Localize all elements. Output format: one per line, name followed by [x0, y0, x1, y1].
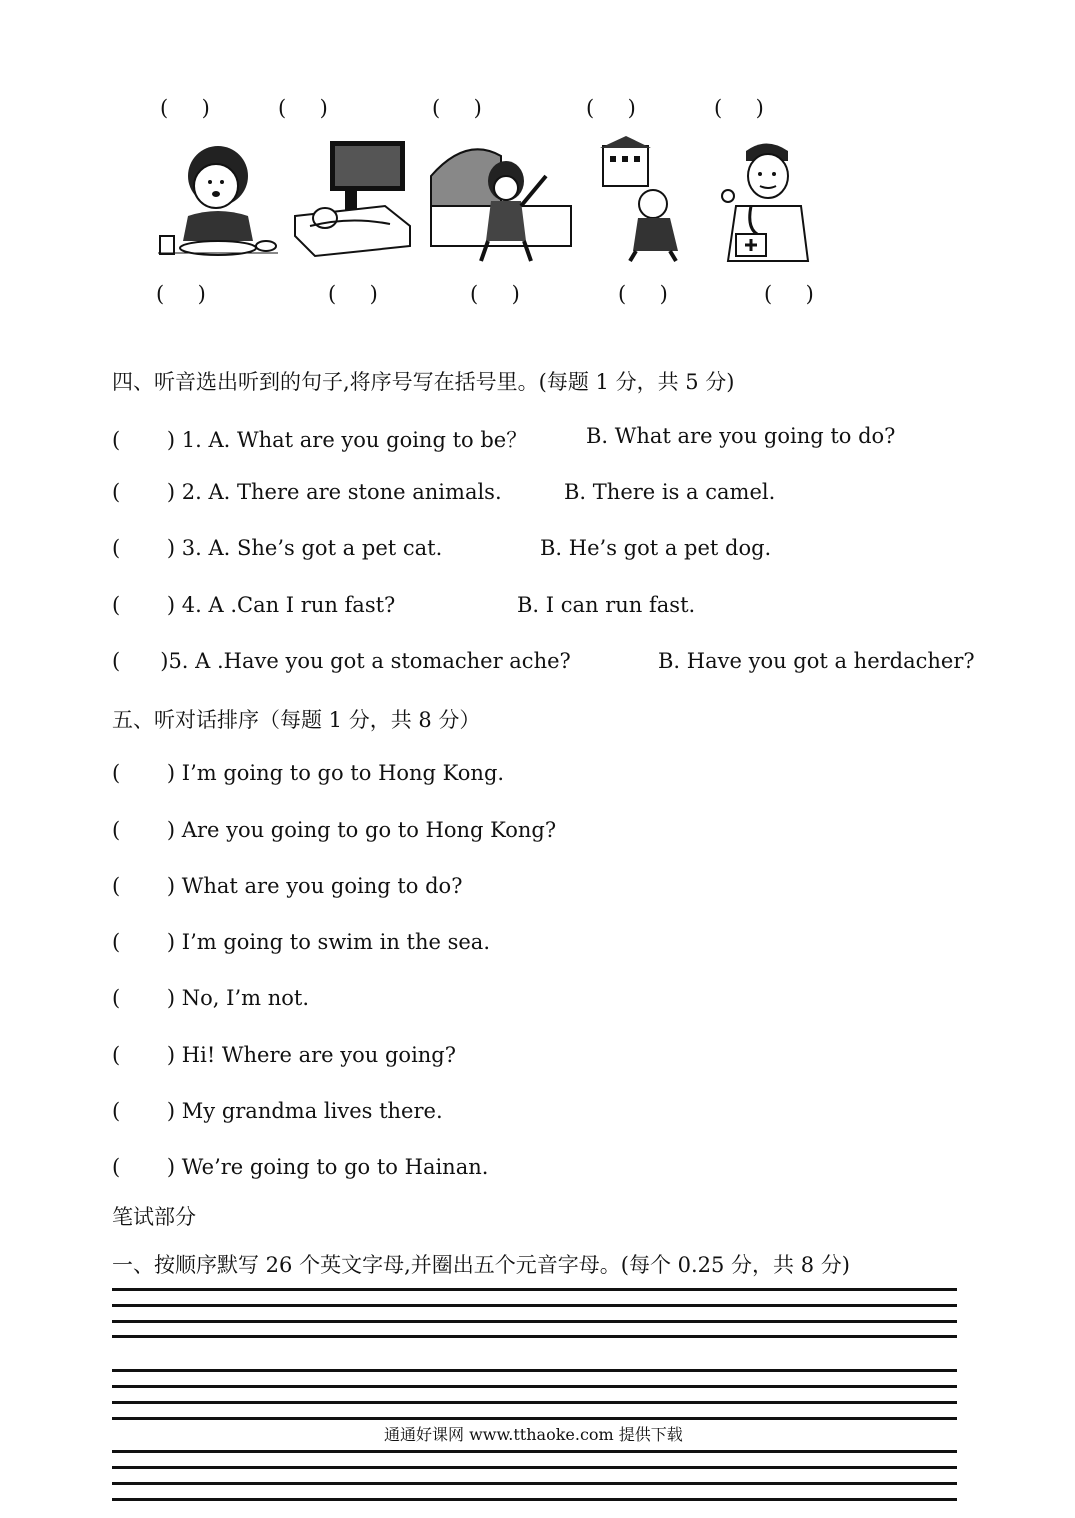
writing-rule	[112, 1450, 957, 1453]
answer-bracket[interactable]: ( )	[470, 282, 520, 306]
question-4-1-a: ( ) 1. A. What are you going to be？	[112, 428, 528, 452]
question-4-5-b: B. Have you got a herdacher?	[658, 649, 975, 673]
written-part-title: 笔试部分	[112, 1205, 196, 1229]
dialogue-line: ( ) I’m going to go to Hong Kong.	[112, 761, 505, 785]
footer-watermark: 通通好课网 www.tthaoke.com 提供下载	[380, 1422, 687, 1445]
answer-bracket[interactable]: ( )	[156, 282, 206, 306]
baby-sleeping-tv-picture	[290, 136, 415, 266]
writing-rule	[112, 1498, 957, 1501]
question-4-2-b: B. There is a camel.	[564, 480, 776, 504]
writing-rule	[112, 1320, 957, 1323]
dialogue-line: ( ) My grandma lives there.	[112, 1099, 443, 1123]
writing-rule	[112, 1369, 957, 1372]
girl-waking-up-picture	[426, 136, 574, 266]
girl-eating-picture	[158, 136, 278, 266]
dialogue-line: ( ) Hi! Where are you going?	[112, 1043, 457, 1067]
question-4-3-a: ( ) 3. A. She’s got a pet cat.	[112, 536, 443, 560]
question-4-2-a: ( ) 2. A. There are stone animals.	[112, 480, 502, 504]
answer-bracket[interactable]: ( )	[714, 96, 764, 120]
dialogue-line: ( ) No, I’m not.	[112, 986, 309, 1010]
writing-rule	[112, 1335, 957, 1338]
writing-rule	[112, 1466, 957, 1469]
writing-rule	[112, 1482, 957, 1485]
question-4-1-b: B. What are you going to do?	[586, 424, 896, 448]
answer-bracket[interactable]: ( )	[764, 282, 814, 306]
writing-rule	[112, 1417, 957, 1420]
answer-bracket[interactable]: ( )	[432, 96, 482, 120]
question-4-3-b: B. He’s got a pet dog.	[540, 536, 772, 560]
answer-bracket[interactable]: ( )	[618, 282, 668, 306]
section-w1-title: 一、按顺序默写 26 个英文字母,并圈出五个元音字母。(每个 0.25 分，共 8 分)	[112, 1253, 850, 1277]
section-4-title: 四、听音选出听到的句子,将序号写在括号里。(每题 1 分，共 5 分)	[112, 370, 735, 394]
section-5-title: 五、听对话排序（每题 1 分，共 8 分）	[112, 708, 481, 732]
dialogue-line: ( ) We’re going to go to Hainan.	[112, 1155, 489, 1179]
question-4-4-a: ( ) 4. A .Can I run fast?	[112, 593, 396, 617]
boy-going-home-picture	[598, 136, 693, 266]
question-4-4-b: B. I can run fast.	[517, 593, 696, 617]
writing-rule	[112, 1304, 957, 1307]
dialogue-line: ( ) Are you going to go to Hong Kong?	[112, 818, 557, 842]
question-4-5-a: ( )5. A .Have you got a stomacher ache?	[112, 649, 571, 673]
writing-rule	[112, 1401, 957, 1404]
dialogue-line: ( ) What are you going to do?	[112, 874, 463, 898]
answer-bracket[interactable]: ( )	[278, 96, 328, 120]
writing-rule	[112, 1288, 957, 1291]
answer-bracket[interactable]: ( )	[160, 96, 210, 120]
doctor-picture	[716, 136, 816, 266]
writing-rule	[112, 1385, 957, 1388]
dialogue-line: ( ) I’m going to swim in the sea.	[112, 930, 490, 954]
answer-bracket[interactable]: ( )	[586, 96, 636, 120]
answer-bracket[interactable]: ( )	[328, 282, 378, 306]
